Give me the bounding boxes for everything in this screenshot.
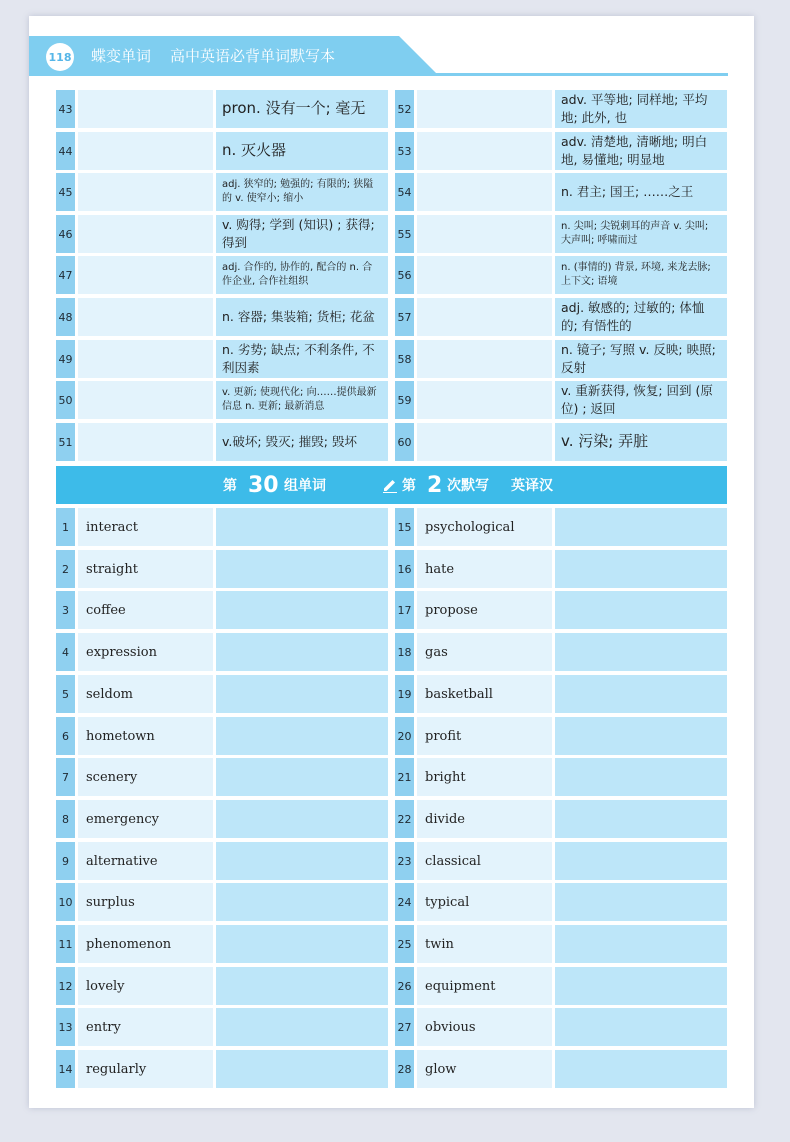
row-number: 54 — [395, 173, 414, 211]
row-number: 13 — [56, 1008, 75, 1046]
row-number: 59 — [395, 381, 414, 419]
row-number: 25 — [395, 925, 414, 963]
row-number: 18 — [395, 633, 414, 671]
english-word: scenery — [78, 758, 213, 796]
table-row — [56, 256, 728, 294]
row-number: 23 — [395, 842, 414, 880]
english-word: gas — [417, 633, 552, 671]
definition-text: v.破坏; 毁灭; 摧毁; 毁坏 — [216, 423, 388, 461]
english-word: psychological — [417, 508, 552, 546]
row-number: 57 — [395, 298, 414, 336]
english-word: surplus — [78, 883, 213, 921]
table-row — [56, 550, 728, 588]
table-row — [56, 1008, 728, 1046]
definition-text: v. 购得; 学到 (知识) ; 获得; 得到 — [216, 215, 388, 253]
english-word: phenomenon — [78, 925, 213, 963]
row-number: 22 — [395, 800, 414, 838]
definition-text: n. (事情的) 背景, 环境, 来龙去脉; 上下文; 语境 — [555, 256, 727, 294]
row-number: 15 — [395, 508, 414, 546]
group-suffix: 组单词 — [284, 478, 326, 494]
table-row — [56, 508, 728, 546]
row-number: 8 — [56, 800, 75, 838]
answer-blank[interactable] — [417, 340, 552, 378]
table-row — [56, 132, 728, 170]
row-number: 43 — [56, 90, 75, 128]
pencil-icon — [382, 466, 398, 504]
definition-text: v. 重新获得, 恢复; 回到 (原位) ; 返回 — [555, 381, 727, 419]
row-number: 44 — [56, 132, 75, 170]
definition-text: adj. 合作的, 协作的, 配合的 n. 合作企业, 合作社组织 — [216, 256, 388, 294]
english-word: emergency — [78, 800, 213, 838]
round-suffix: 次默写 — [447, 478, 489, 494]
answer-blank[interactable] — [555, 550, 727, 588]
english-word: classical — [417, 842, 552, 880]
row-number: 6 — [56, 717, 75, 755]
row-number: 26 — [395, 967, 414, 1005]
row-number: 46 — [56, 215, 75, 253]
brand-title: 蝶变单词 — [91, 47, 152, 65]
table-row — [56, 215, 728, 253]
english-word: basketball — [417, 675, 552, 713]
row-number: 48 — [56, 298, 75, 336]
answer-blank[interactable] — [417, 132, 552, 170]
english-word: profit — [417, 717, 552, 755]
definition-text: n. 容器; 集装箱; 货柜; 花盆 — [216, 298, 388, 336]
row-number: 60 — [395, 423, 414, 461]
row-number: 10 — [56, 883, 75, 921]
english-word: twin — [417, 925, 552, 963]
answer-blank[interactable] — [555, 508, 727, 546]
table-row — [56, 381, 728, 419]
row-number: 50 — [56, 381, 75, 419]
row-number: 11 — [56, 925, 75, 963]
definition-text: adj. 敏感的; 过敏的; 体恤的; 有悟性的 — [555, 298, 727, 336]
row-number: 16 — [395, 550, 414, 588]
english-word: entry — [78, 1008, 213, 1046]
table-row — [56, 298, 728, 336]
row-number: 53 — [395, 132, 414, 170]
round-prefix: 第 — [402, 478, 416, 494]
answer-blank[interactable] — [555, 1050, 727, 1088]
row-number: 58 — [395, 340, 414, 378]
row-number: 12 — [56, 967, 75, 1005]
english-word: expression — [78, 633, 213, 671]
definition-text: n. 劣势; 缺点; 不利条件, 不利因素 — [216, 340, 388, 378]
row-number: 5 — [56, 675, 75, 713]
row-number: 27 — [395, 1008, 414, 1046]
answer-blank[interactable] — [555, 758, 727, 796]
row-number: 45 — [56, 173, 75, 211]
row-number: 17 — [395, 591, 414, 629]
row-number: 51 — [56, 423, 75, 461]
english-word: hometown — [78, 717, 213, 755]
row-number: 49 — [56, 340, 75, 378]
answer-blank[interactable] — [555, 591, 727, 629]
answer-blank[interactable] — [555, 1008, 727, 1046]
definition-text: pron. 没有一个; 毫无 — [216, 90, 388, 128]
english-word: obvious — [417, 1008, 552, 1046]
english-word: straight — [78, 550, 213, 588]
table-row — [56, 925, 728, 963]
group-number: 30 — [248, 472, 279, 498]
answer-blank[interactable] — [417, 256, 552, 294]
row-number: 21 — [395, 758, 414, 796]
answer-blank[interactable] — [555, 883, 727, 921]
table-row — [56, 717, 728, 755]
answer-blank[interactable] — [417, 381, 552, 419]
english-word: equipment — [417, 967, 552, 1005]
table-row — [56, 340, 728, 378]
answer-blank[interactable] — [417, 215, 552, 253]
definition-text: v. 污染; 弄脏 — [555, 423, 727, 461]
table-row — [56, 90, 728, 128]
answer-blank[interactable] — [555, 675, 727, 713]
table-row — [56, 423, 728, 461]
book-subtitle: 高中英语必背单词默写本 — [170, 47, 336, 65]
header-rule — [29, 73, 728, 76]
row-number: 52 — [395, 90, 414, 128]
english-word: propose — [417, 591, 552, 629]
definition-text: n. 镜子; 写照 v. 反映; 映照; 反射 — [555, 340, 727, 378]
row-number: 47 — [56, 256, 75, 294]
page-number-badge: 118 — [46, 43, 74, 71]
table-row — [56, 883, 728, 921]
english-word: hate — [417, 550, 552, 588]
answer-blank[interactable] — [417, 423, 552, 461]
english-word: alternative — [78, 842, 213, 880]
table-row — [56, 591, 728, 629]
answer-blank[interactable] — [555, 967, 727, 1005]
definition-text: adj. 狭窄的; 勉强的; 有限的; 狭隘的 v. 使窄小; 缩小 — [216, 173, 388, 211]
answer-blank[interactable] — [555, 842, 727, 880]
answer-blank[interactable] — [555, 800, 727, 838]
english-word: interact — [78, 508, 213, 546]
definition-text: n. 灭火器 — [216, 132, 388, 170]
definition-text: adv. 清楚地, 清晰地; 明白地, 易懂地; 明显地 — [555, 132, 727, 170]
english-word: regularly — [78, 1050, 213, 1088]
english-word: bright — [417, 758, 552, 796]
row-number: 55 — [395, 215, 414, 253]
row-number: 24 — [395, 883, 414, 921]
english-word: glow — [417, 1050, 552, 1088]
table-row — [56, 800, 728, 838]
answer-blank[interactable] — [417, 298, 552, 336]
definition-text: v. 更新; 使现代化; 向……提供最新信息 n. 更新; 最新消息 — [216, 381, 388, 419]
table-row — [56, 173, 728, 211]
round-number: 2 — [427, 472, 443, 498]
english-word: typical — [417, 883, 552, 921]
table-row — [56, 842, 728, 880]
answer-blank[interactable] — [555, 925, 727, 963]
worksheet-page — [29, 16, 754, 1108]
answer-blank[interactable] — [417, 173, 552, 211]
row-number: 14 — [56, 1050, 75, 1088]
row-number: 7 — [56, 758, 75, 796]
row-number: 2 — [56, 550, 75, 588]
mode-label: 英译汉 — [511, 478, 553, 494]
group-banner — [56, 466, 727, 504]
row-number: 20 — [395, 717, 414, 755]
row-number: 1 — [56, 508, 75, 546]
english-word: coffee — [78, 591, 213, 629]
answer-blank[interactable] — [417, 90, 552, 128]
row-number: 56 — [395, 256, 414, 294]
english-word: lovely — [78, 967, 213, 1005]
definition-text: adv. 平等地; 同样地; 平均地; 此外, 也 — [555, 90, 727, 128]
definition-text: n. 君主; 国王; ……之王 — [555, 173, 727, 211]
english-word: divide — [417, 800, 552, 838]
table-row — [56, 633, 728, 671]
answer-blank[interactable] — [555, 717, 727, 755]
banner-prefix: 第 — [223, 478, 237, 494]
row-number: 3 — [56, 591, 75, 629]
english-word: seldom — [78, 675, 213, 713]
table-row — [56, 675, 728, 713]
row-number: 19 — [395, 675, 414, 713]
table-row — [56, 758, 728, 796]
row-number: 28 — [395, 1050, 414, 1088]
row-number: 9 — [56, 842, 75, 880]
answer-blank[interactable] — [555, 633, 727, 671]
table-row — [56, 967, 728, 1005]
definition-text: n. 尖叫; 尖锐刺耳的声音 v. 尖叫; 大声叫; 呼啸而过 — [555, 215, 727, 253]
row-number: 4 — [56, 633, 75, 671]
table-row — [56, 1050, 728, 1088]
